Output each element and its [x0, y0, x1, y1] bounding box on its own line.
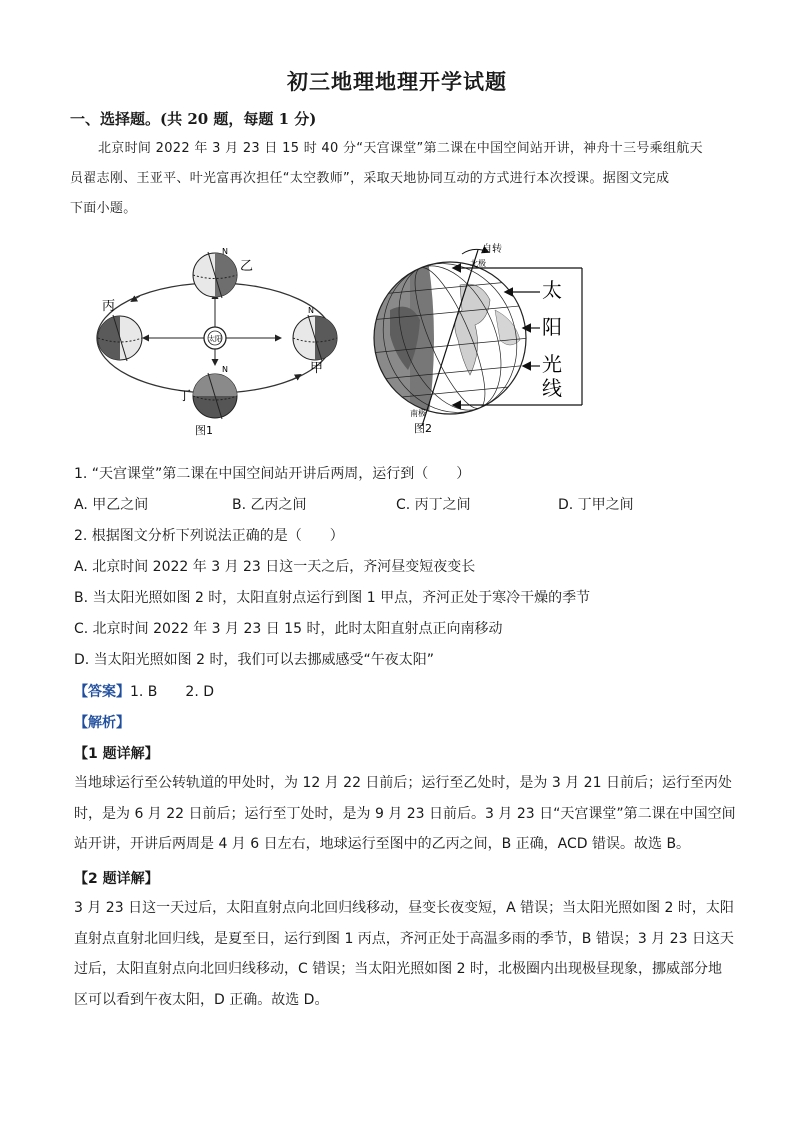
detail-line: 过后，太阳直射点向北回归线移动，C 错误；当太阳光照如图 2 时，北极圈内出现极昼现象，挪威部分地: [74, 961, 723, 977]
detail-line: 当地球运行至公转轨道的甲处时，为 12 月 22 日前后；运行至乙处时，是为 3 月 21 日前后；运行至丙处: [74, 775, 732, 791]
svg-text:N: N: [222, 365, 228, 374]
detail-line: 站开讲，开讲后两周是 4 月 6 日左右，地球运行至图中的乙丙之间，B 正确，ACD 错误。故选 B。: [74, 836, 691, 852]
page-title: 初三地理地理开学试题: [287, 69, 507, 94]
intro-line: 北京时间 2022 年 3 月 23 日 15 时 40 分“天宫课堂”第二课在中国空间站开讲，神舟十三号乘组航天: [98, 141, 703, 156]
figure-1-revolution-diagram: [80, 248, 360, 440]
sun-char: 光: [542, 352, 562, 376]
detail-1-heading: 【1 题详解】: [74, 746, 159, 762]
detail-line: 时，是为 6 月 22 日前后；运行至丁处时，是为 9 月 23 日前后。3 月 23 日“天宫课堂”第二课在中国空间: [74, 805, 736, 822]
detail-2-paragraph: [74, 893, 734, 1015]
sun-char: 阳: [542, 315, 562, 339]
answer-text: 1. B 2. D: [130, 684, 214, 700]
q1-option-a: A. 甲乙之间: [74, 497, 149, 513]
label-bing: 丙: [102, 299, 116, 314]
figure-1-caption: 图1: [195, 424, 213, 437]
orbit-arrow: [292, 375, 300, 380]
detail-2-heading: 【2 题详解】: [74, 871, 159, 887]
figure-2-caption: 图2: [414, 422, 432, 435]
intro-line: 下面小题。: [70, 201, 137, 216]
label-ding: 丁: [178, 389, 192, 404]
sun-char: 线: [542, 376, 562, 400]
question-1-stem: 1. “天宫课堂”第二课在中国空间站开讲后两周，运行到（ ）: [74, 466, 471, 482]
sun-char: 太: [542, 278, 562, 302]
sun-icon: [204, 327, 226, 349]
label-jia: 甲: [310, 361, 324, 376]
earth-yi: [193, 248, 237, 298]
detail-line: 区可以看到午夜太阳，D 正确。故选 D。: [74, 991, 329, 1008]
svg-text:N: N: [308, 306, 314, 315]
analysis-line: [74, 712, 130, 732]
label-north-pole: 北极: [470, 259, 486, 268]
label-south-pole: 南极: [410, 409, 426, 418]
svg-text:太阳: 太阳: [208, 335, 222, 343]
label-rotation: 自转: [482, 244, 502, 255]
q2-option-d: D. 当太阳光照如图 2 时，我们可以去挪威感受“午夜太阳”: [74, 652, 434, 668]
analysis-tag: 【解析】: [74, 715, 130, 731]
label-yi: 乙: [240, 259, 254, 274]
q1-option-d: D. 丁甲之间: [558, 497, 634, 513]
answer-line: [74, 681, 214, 701]
intro-paragraph: [70, 134, 730, 224]
q2-option-a: A. 北京时间 2022 年 3 月 23 日这一天之后，齐河昼变短夜变长: [74, 559, 476, 575]
q2-option-c: C. 北京时间 2022 年 3 月 23 日 15 时，此时太阳直射点正向南移动: [74, 621, 503, 637]
figure-2-globe-diagram: [370, 240, 590, 436]
svg-text:N: N: [222, 248, 228, 256]
q1-option-b: B. 乙丙之间: [232, 497, 307, 513]
earth-bing: [98, 315, 142, 361]
q1-option-c: C. 丙丁之间: [396, 497, 471, 513]
question-2-stem: 2. 根据图文分析下列说法正确的是（ ）: [74, 528, 344, 544]
earth-jia: [293, 306, 337, 361]
earth-ding: [193, 365, 237, 419]
detail-line: 直射点直射北回归线，是夏至日，运行到图 1 丙点，齐河正处于高温多雨的季节，B 错误；3 月 23 日这天: [74, 930, 734, 947]
answer-tag: 【答案】: [74, 684, 130, 700]
intro-line: 员翟志刚、王亚平、叶光富再次担任“太空教师”，采取天地协同互动的方式进行本次授课。据图文完成: [70, 171, 670, 186]
q2-option-b: B. 当太阳光照如图 2 时，太阳直射点运行到图 1 甲点，齐河正处于寒冷干燥的季节: [74, 590, 591, 606]
detail-line: 3 月 23 日这一天过后，太阳直射点向北回归线移动，昼变长夜变短，A 错误；当太阳光照如图 2 时，太阳: [74, 900, 734, 916]
detail-1-paragraph: [74, 768, 736, 860]
section-heading: 一、选择题。(共 20 题，每题 1 分): [70, 110, 317, 128]
